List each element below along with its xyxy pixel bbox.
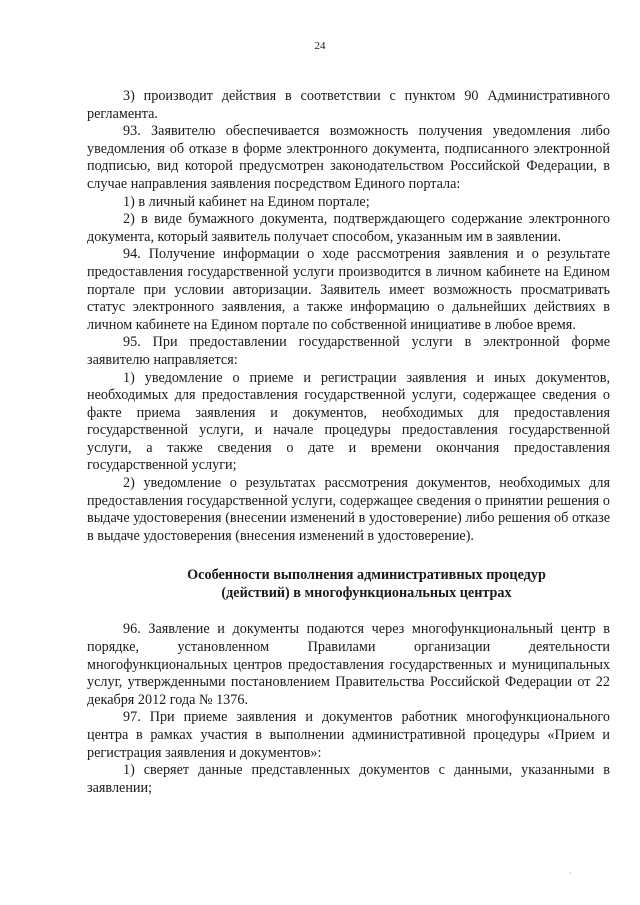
paragraph-para-97: 97. При приеме заявления и документов работник многофункционального центра в рамках участия в выполнении административной процедуры «Прием и регистрация заявления и документов»: [87, 709, 610, 761]
paragraphs-before-heading [87, 88, 610, 545]
page-number: 24 [314, 40, 326, 52]
margin-mark: · [569, 868, 572, 879]
paragraph-para-96: 96. Заявление и документы подаются через многофункциональный центр в порядке, установленном Правилами организации деятельности многофункциональных центров предоставления государственных и муниципальных услуг, утвержденными постановлением Правительства Российской Федерации от 22 декабря 2012 года № 1376. [87, 621, 610, 708]
document-body [87, 88, 610, 797]
paragraph-item-3: 3) производит действия в соответствии с пунктом 90 Административного регламента. [87, 88, 610, 122]
paragraph-para-94: 94. Получение информации о ходе рассмотрения заявления и о результате предоставления государственной услуги производится в личном кабинете на Едином портале при условии авторизации. Заявитель имеет возможность просматривать статус электронного заявления, а также информацию о дальнейших действиях в личном кабинете на Едином портале по собственной инициативе в любое время. [87, 246, 610, 333]
paragraph-para-95: 95. При предоставлении государственной услуги в электронной форме заявителю направляется: [87, 334, 610, 368]
paragraphs-after-heading [87, 621, 610, 797]
paragraph-para-93: 93. Заявителю обеспечивается возможность получения уведомления либо уведомления об отказе в форме электронного документа, подписанного электронной подписью, вид которой предусмотрен законодательством Российской Федерации, в случае направления заявления посредством Единого портала: [87, 123, 610, 192]
section-heading [87, 566, 610, 602]
paragraph-para-97-1: 1) сверяет данные представленных документов с данными, указанными в заявлении; [87, 762, 610, 796]
paragraph-para-95-2: 2) уведомление о результатах рассмотрения документов, необходимых для предоставления государственной услуги, содержащее сведения о принятии решения о выдаче удостоверения (внесении изменений в удостоверение) либо решения об отказе в выдаче удостоверения (внесения изменений в удостоверение). [87, 475, 610, 544]
section-heading-line1: Особенности выполнения административных процедур [187, 567, 546, 584]
paragraph-para-95-1: 1) уведомление о приеме и регистрации заявления и иных документов, необходимых для предоставления государственной услуги, содержащее сведения о факте приема заявления и документов, необходимых для предоставления государственной услуги, и начале процедуры предоставления государственной услуги, а также сведения о дате и времени окончания предоставления государственной услуги; [87, 369, 610, 474]
paragraph-para-93-2: 2) в виде бумажного документа, подтверждающего содержание электронного документа, который заявитель получает способом, указанным им в заявлении. [87, 211, 610, 245]
paragraph-para-93-1: 1) в личный кабинет на Едином портале; [123, 193, 370, 210]
section-heading-line2: (действий) в многофункциональных центрах [221, 585, 512, 602]
